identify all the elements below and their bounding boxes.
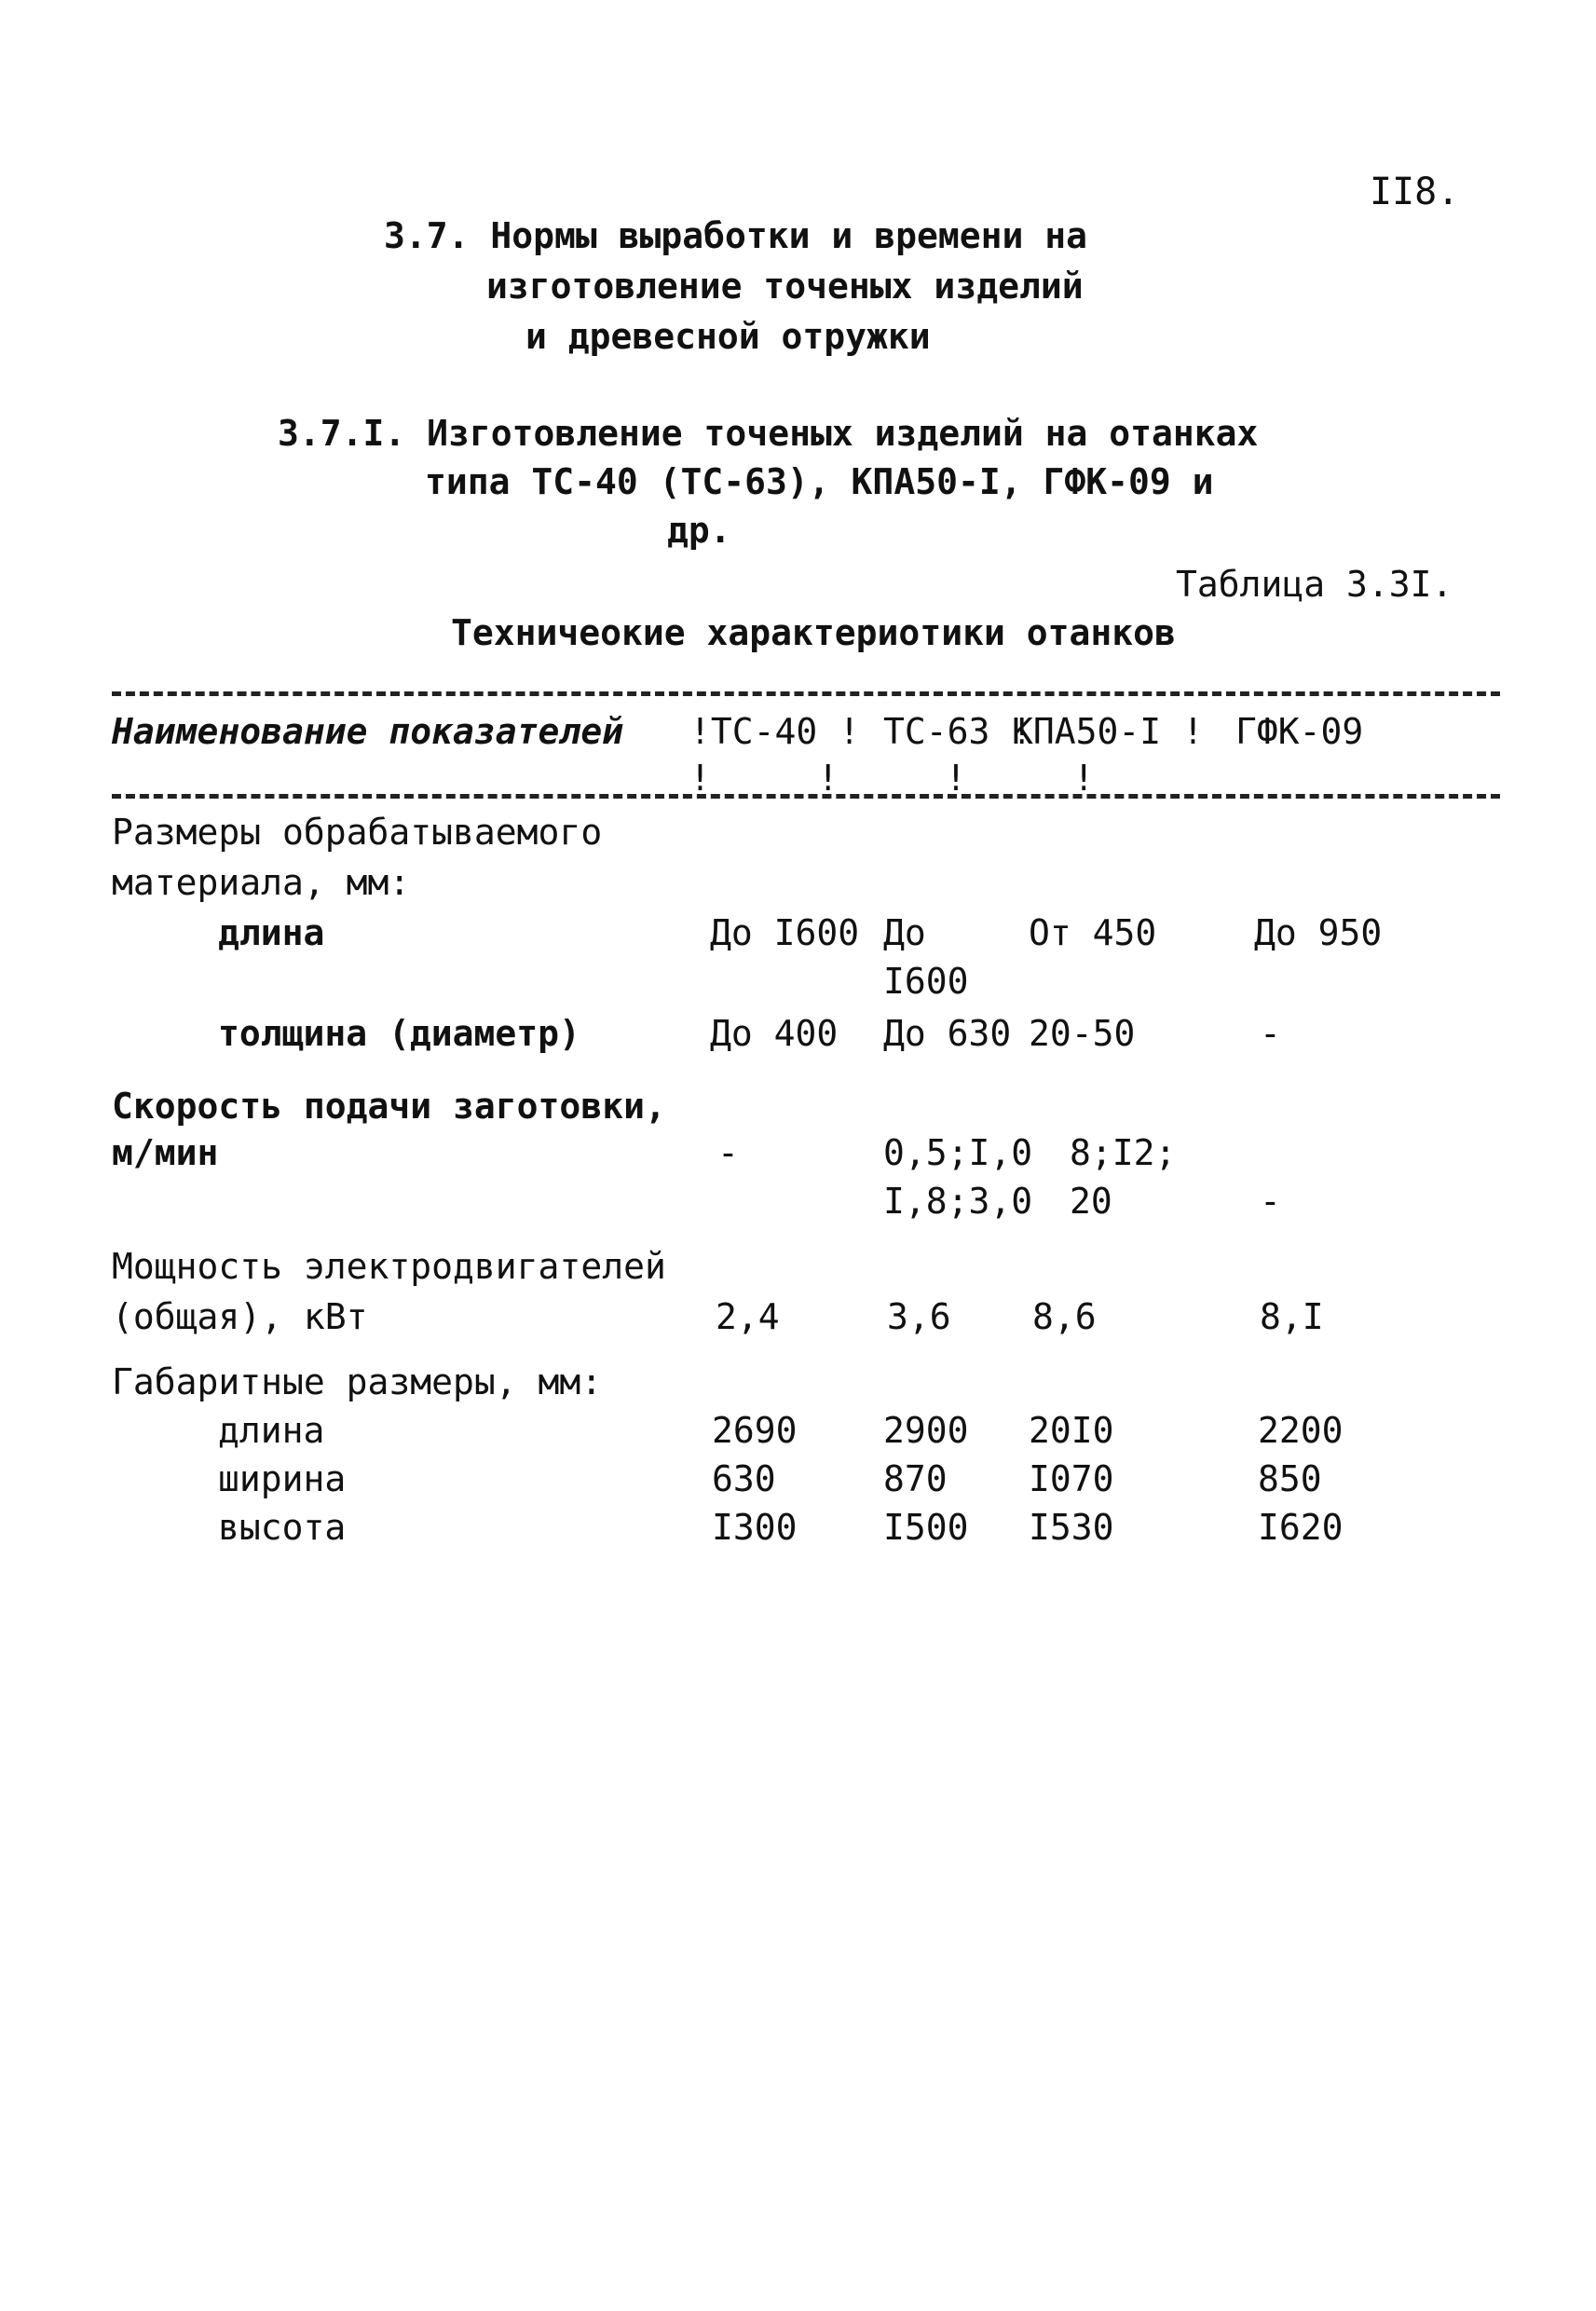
cell-power-kpa50: 8,6 [1032,1296,1097,1337]
cell-dim-height-kpa50: I530 [1029,1507,1114,1548]
cell-dim-height-gfk09: I620 [1258,1507,1344,1548]
cell-thickness-tc63: До 630 [883,1013,1012,1054]
section-heading-line2: изготовление точеных изделий [486,266,1084,307]
cell-power-tc40: 2,4 [716,1296,780,1337]
cell-thickness-gfk09: - [1260,1013,1281,1054]
row-label-power-line2: (общая), кВт [112,1296,368,1337]
cell-feed-kpa50-b: 20 [1070,1181,1112,1222]
page-number: II8. [1370,171,1460,213]
row-label-sizes-line1: Размеры обрабатываемого [112,812,603,853]
header-col-tc63: ТС-63 ! [883,711,1033,752]
cell-length-tc63-a: До [883,912,926,953]
cell-length-kpa50: От 450 [1029,912,1157,953]
section-heading-line3: и древесной отружки [525,316,931,357]
cell-dim-width-tc40: 630 [712,1458,776,1499]
cell-dim-width-gfk09: 850 [1258,1458,1322,1499]
header-col-tc40: !ТС-40 ! [689,711,861,752]
cell-feed-tc63-a: 0,5;I,0 [883,1132,1033,1173]
subsection-heading-line3: др. [667,510,731,551]
cell-length-tc40: До I600 [710,912,860,953]
header-col-gfk09: ГФК-09 [1235,711,1364,752]
cell-dim-width-kpa50: I070 [1029,1458,1114,1499]
row-label-dimensions: Габаритные размеры, мм: [112,1361,603,1402]
cell-power-gfk09: 8,I [1260,1296,1324,1337]
row-label-power-line1: Мощность электродвигателей [112,1246,666,1287]
cell-feed-tc63-b: I,8;3,0 [883,1181,1033,1222]
cell-thickness-tc40: До 400 [710,1013,839,1054]
cell-dim-length-gfk09: 2200 [1258,1410,1344,1451]
cell-dim-length-tc40: 2690 [712,1410,798,1451]
cell-dim-length-kpa50: 20I0 [1029,1410,1114,1451]
section-heading-line1: 3.7. Нормы выработки и времени на [384,215,1087,256]
row-label-thickness: толщина (диаметр) [218,1013,580,1054]
cell-dim-length-tc63: 2900 [883,1410,969,1451]
subsection-heading-line2: типа ТС-40 (ТС-63), КПА50-I, ГФК-09 и [425,461,1214,502]
cell-feed-tc40: - [717,1132,739,1173]
row-label-dim-height: высота [218,1507,347,1548]
header-separator-marks: ! ! ! ! [689,758,1095,799]
header-col-kpa50: КПА50-I ! [1012,711,1204,752]
table-label: Таблица 3.3I. [1176,564,1453,605]
row-label-feed-line1: Скорость подачи заготовки, [112,1086,666,1127]
cell-power-tc63: 3,6 [887,1296,951,1337]
header-name: Наименование показателей [112,711,624,752]
row-label-length: длина [218,912,325,953]
cell-feed-kpa50-a: 8;I2; [1070,1132,1177,1173]
row-label-dim-width: ширина [218,1458,347,1499]
cell-length-tc63-b: I600 [883,961,969,1002]
cell-dim-width-tc63: 870 [883,1458,948,1499]
table-top-rule [112,691,1500,696]
table-title: Техничеокие характериотики отанков [451,612,1176,653]
cell-dim-height-tc40: I300 [712,1507,798,1548]
cell-thickness-kpa50: 20-50 [1029,1013,1136,1054]
cell-length-gfk09: До 950 [1254,912,1383,953]
row-label-feed-line2: м/мин [112,1132,219,1173]
row-label-sizes-line2: материала, мм: [112,862,411,903]
subsection-heading-line1: 3.7.I. Изготовление точеных изделий на отанках [278,413,1259,454]
cell-feed-gfk09: - [1260,1181,1281,1222]
row-label-dim-length: длина [218,1410,325,1451]
cell-dim-height-tc63: I500 [883,1507,969,1548]
